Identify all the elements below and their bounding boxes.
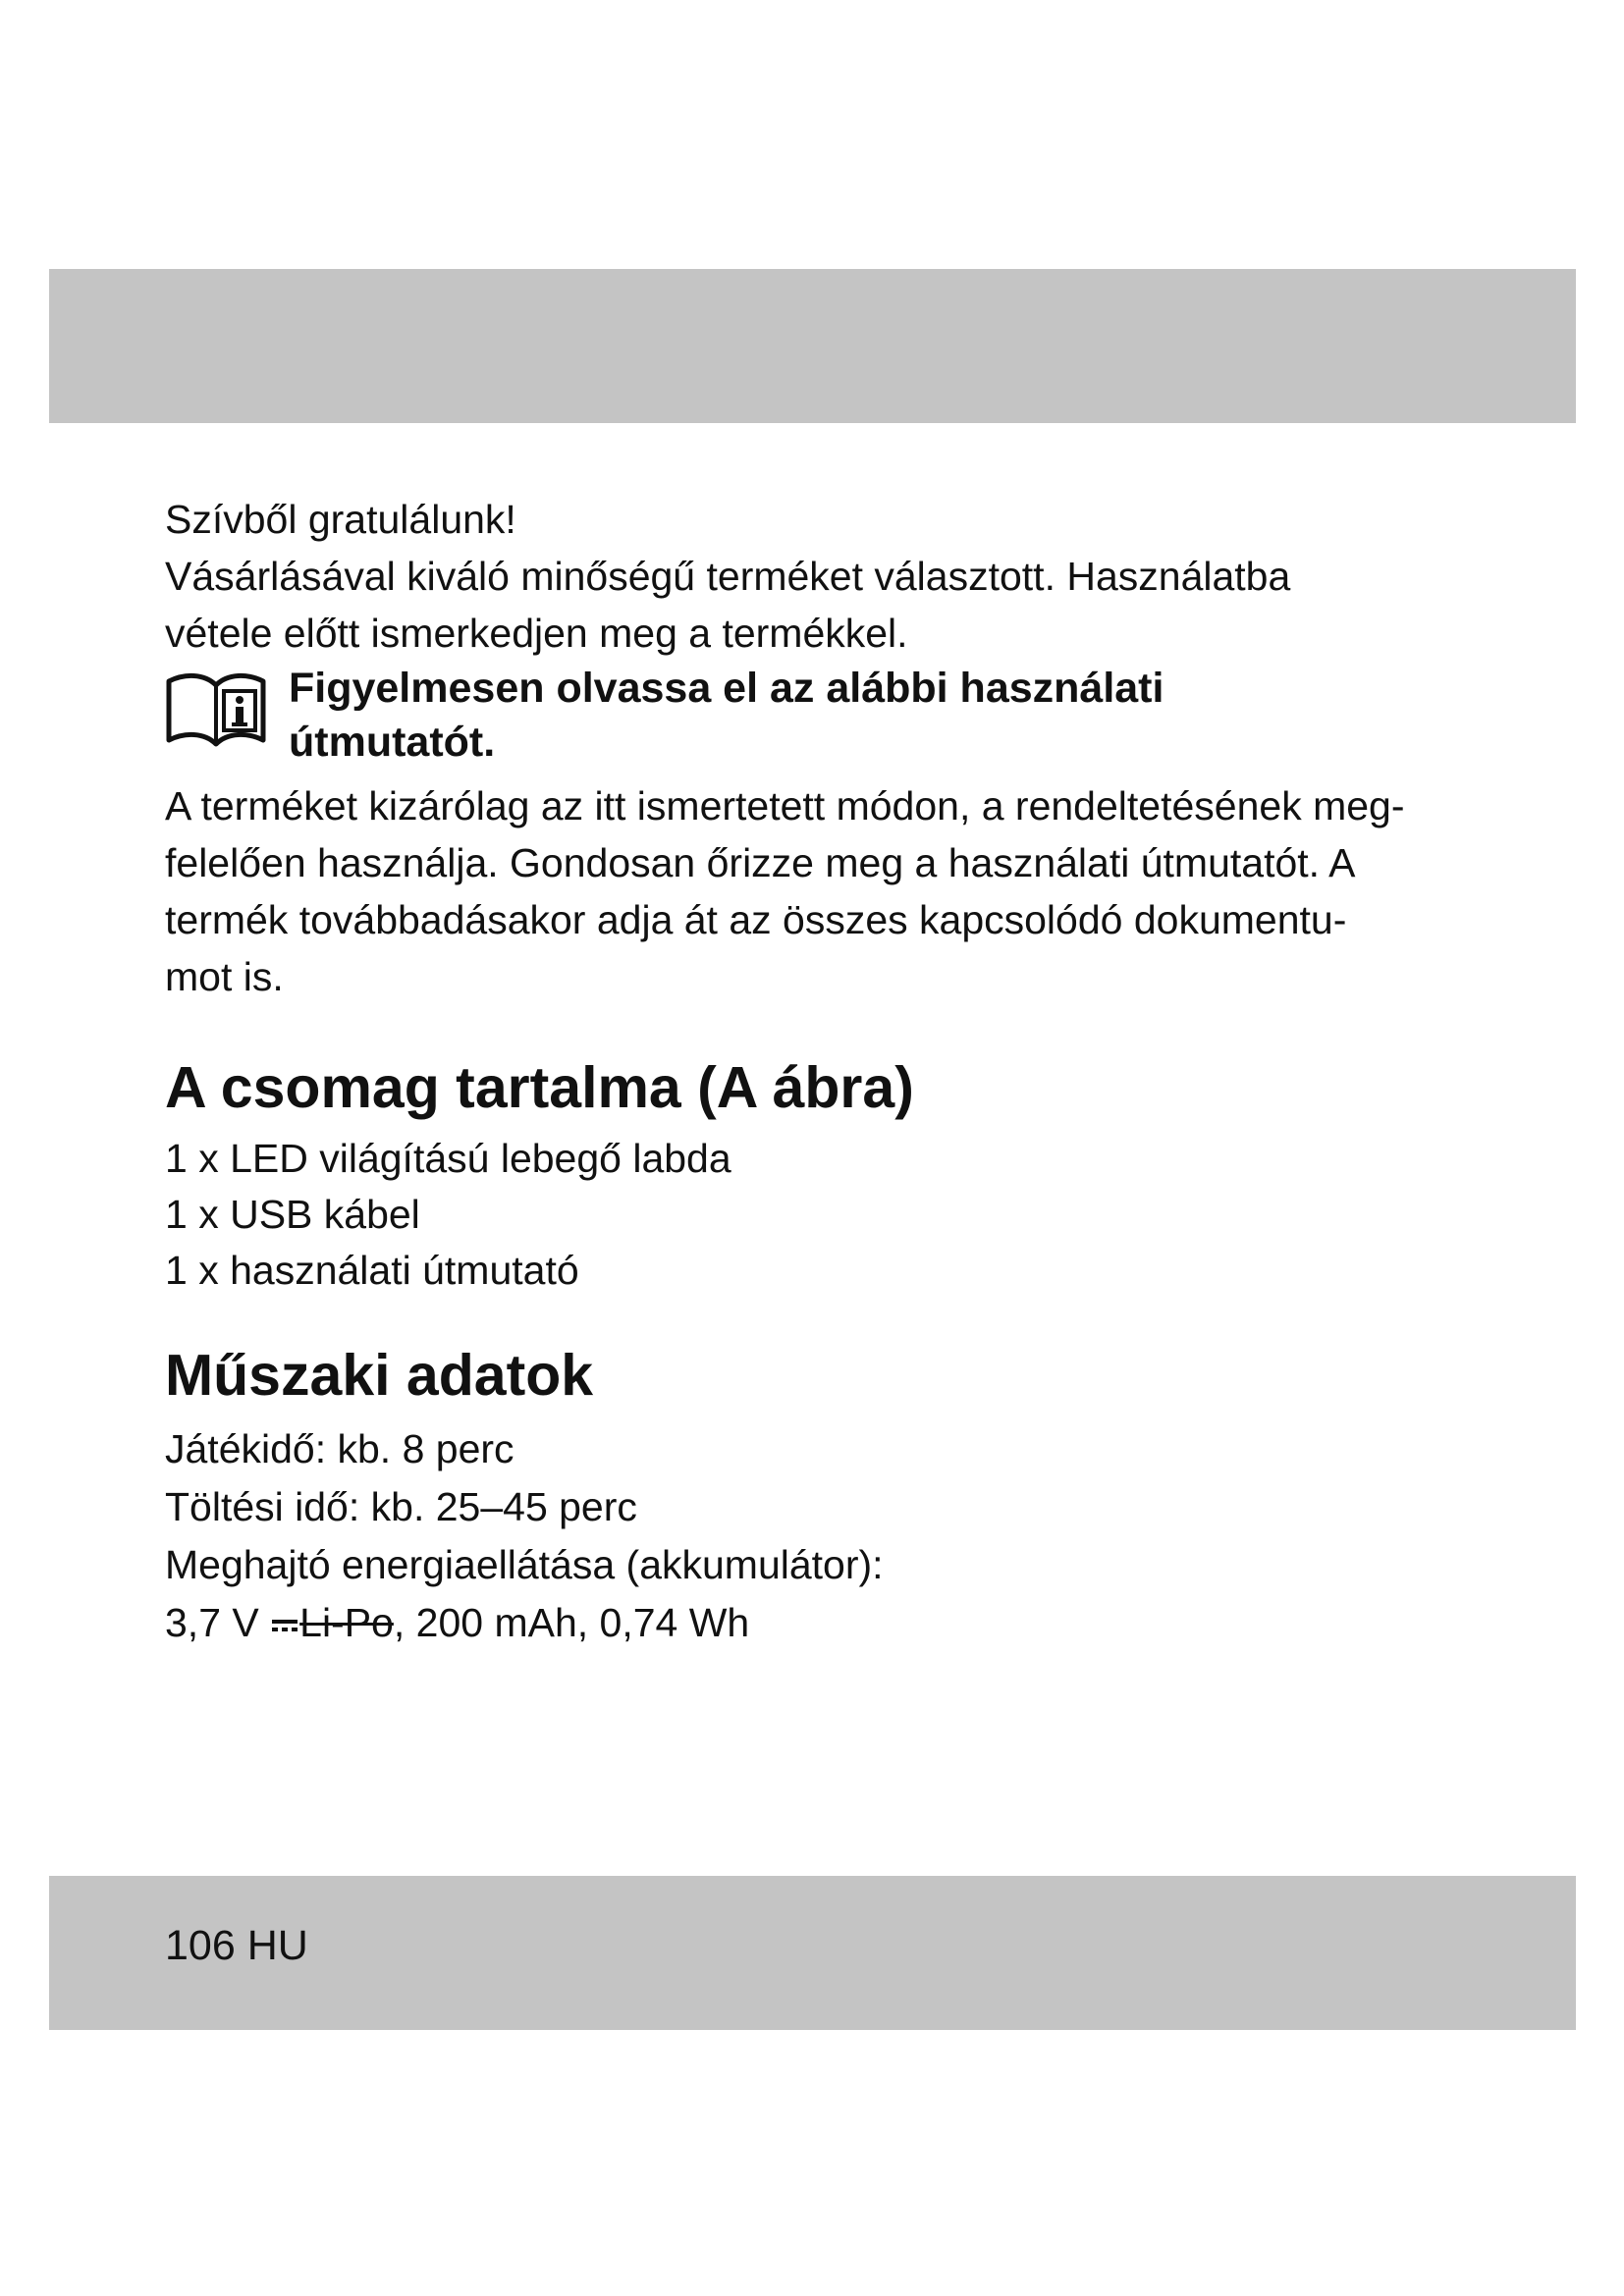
dc-icon bbox=[270, 1614, 299, 1637]
spec-power-label: Meghajtó energiaellátása (akkumulátor): bbox=[165, 1542, 884, 1587]
page-number: 106 HU bbox=[165, 1922, 308, 1969]
power-chemistry: Li-Po bbox=[299, 1600, 394, 1645]
notice-line: Figyelmesen olvassa el az alábbi használati bbox=[289, 665, 1164, 712]
intro-line: Vásárlásával kiváló minőségű terméket választott. Használatba bbox=[165, 554, 1291, 599]
notice-text bbox=[289, 662, 1467, 770]
list-item: 1 x USB kábel bbox=[165, 1192, 420, 1237]
book-info-icon bbox=[165, 667, 267, 748]
read-instructions-notice bbox=[165, 664, 1471, 777]
power-voltage: 3,7 V bbox=[165, 1600, 259, 1645]
usage-line: A terméket kizárólag az itt ismertetett módon, a rendeltetésének meg- bbox=[165, 783, 1405, 828]
list-item: 1 x használati útmutató bbox=[165, 1248, 579, 1293]
specs-list bbox=[165, 1420, 1471, 1652]
intro-line: vétele előtt ismerkedjen meg a termékkel. bbox=[165, 611, 908, 656]
intro-greeting: Szívből gratulálunk! bbox=[165, 497, 516, 542]
spec-play-time: Játékidő: kb. 8 perc bbox=[165, 1426, 514, 1471]
list-item: 1 x LED világítású lebegő labda bbox=[165, 1136, 731, 1181]
package-heading: A csomag tartalma (A ábra) bbox=[165, 1055, 914, 1120]
usage-line: mot is. bbox=[165, 954, 284, 999]
page-content bbox=[165, 491, 1471, 1652]
spec-power-value bbox=[165, 1594, 1471, 1652]
notice-line: útmutatót. bbox=[289, 719, 496, 766]
usage-line: felelően használja. Gondosan őrizze meg a használati útmutatót. A bbox=[165, 840, 1356, 885]
specs-heading: Műszaki adatok bbox=[165, 1343, 594, 1408]
usage-line: termék továbbadásakor adja át az összes kapcsolódó dokumentu- bbox=[165, 897, 1347, 942]
header-band bbox=[49, 269, 1576, 423]
power-rest: , 200 mAh, 0,74 Wh bbox=[393, 1600, 750, 1645]
spec-charge-time: Töltési idő: kb. 25–45 perc bbox=[165, 1484, 637, 1529]
package-list bbox=[165, 1131, 1471, 1299]
